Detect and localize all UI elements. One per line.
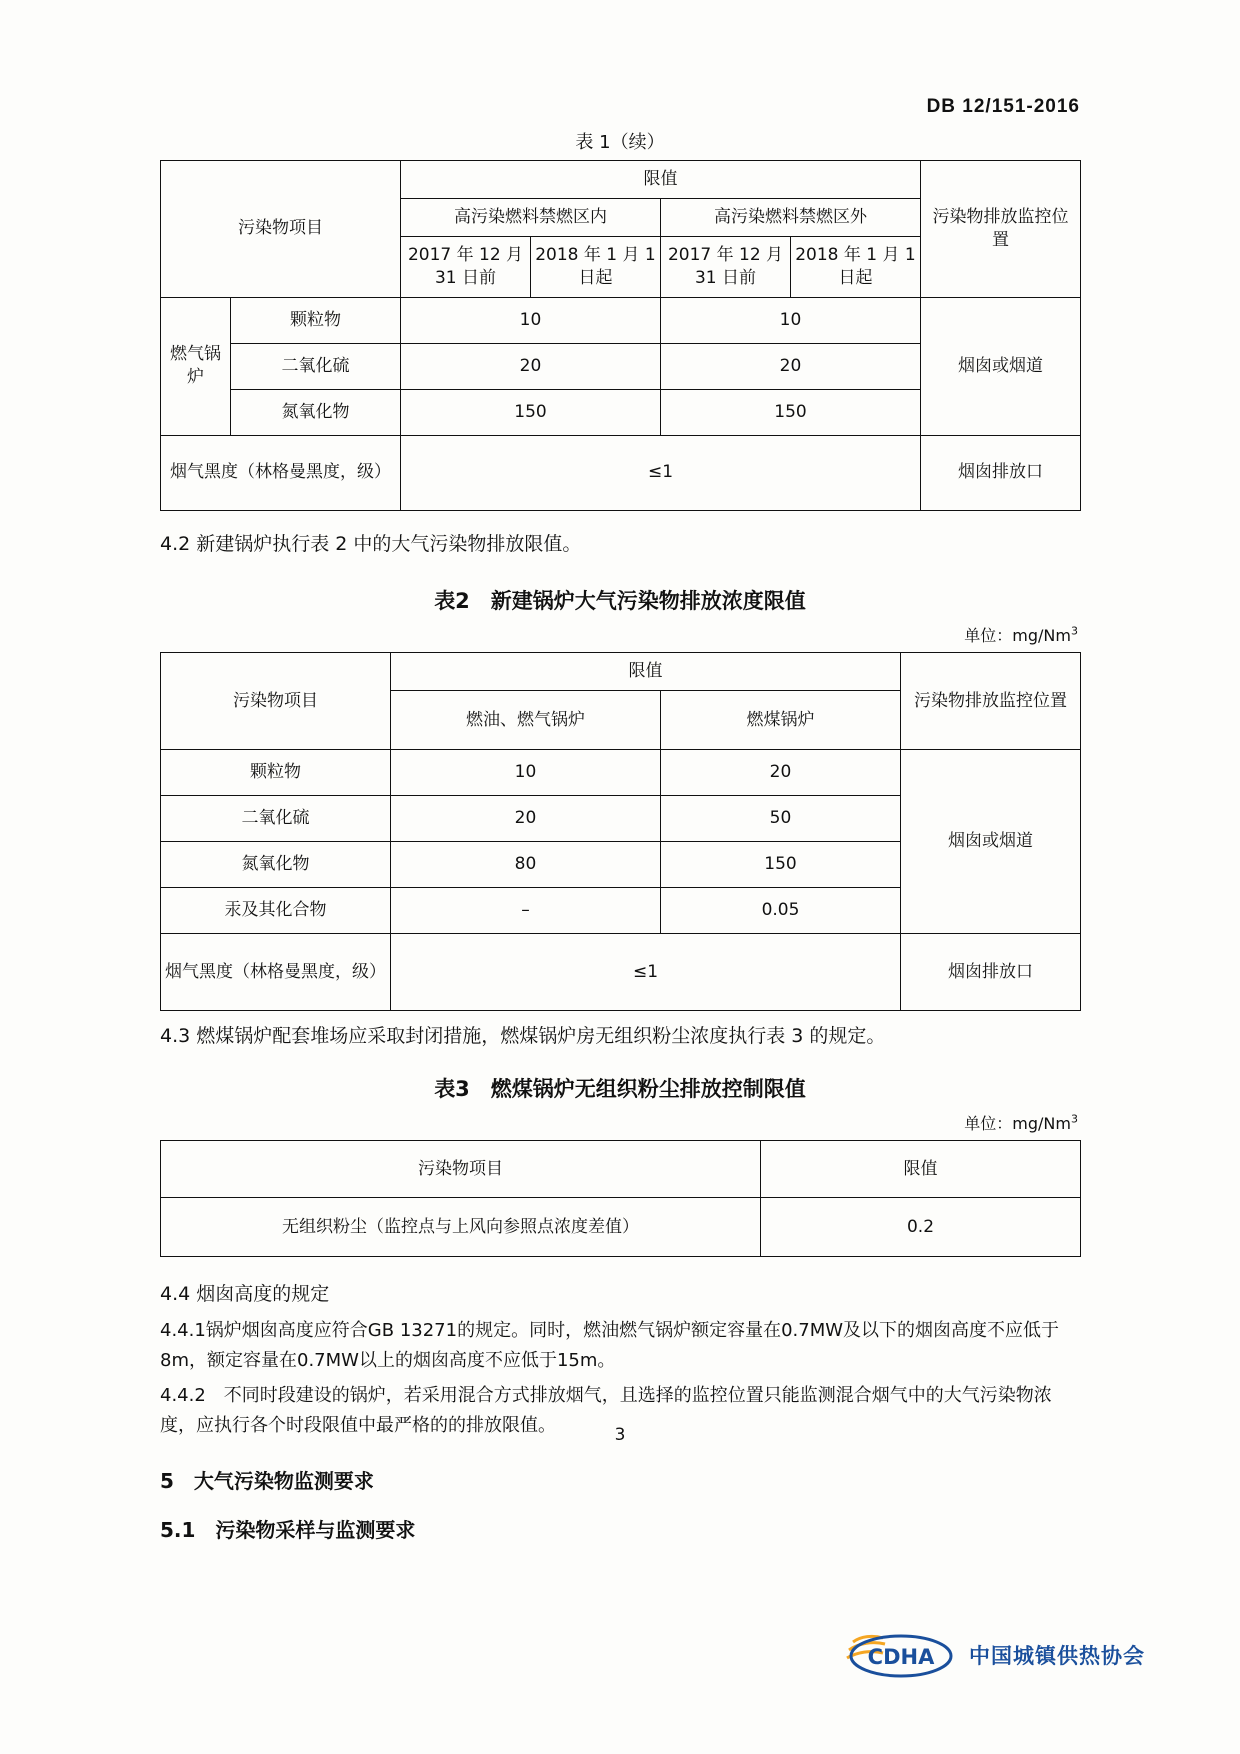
table2-monitor-position-main: 烟囱或烟道	[901, 750, 1081, 934]
table2-header-pollutant: 污染物项目	[161, 653, 391, 750]
table1-header-zone-out: 高污染燃料禁燃区外	[661, 198, 921, 236]
table-row	[161, 435, 1081, 510]
table3-header-pollutant: 污染物项目	[161, 1141, 761, 1198]
table-row	[161, 297, 1081, 343]
table2-header-col-oil-gas: 燃油、燃气锅炉	[391, 691, 661, 750]
table3-header-limit: 限值	[761, 1141, 1081, 1198]
clause-4-3	[160, 1021, 1080, 1051]
table3	[160, 1140, 1081, 1257]
table1-row0-out: 10	[661, 297, 921, 343]
table2-row1-item: 二氧化硫	[161, 796, 391, 842]
table2	[160, 652, 1081, 1011]
table2-header-col-coal: 燃煤锅炉	[661, 691, 901, 750]
table3-title: 表3 燃煤锅炉无组织粉尘排放控制限值	[434, 1077, 806, 1102]
table1-row2-out: 150	[661, 389, 921, 435]
table1-header-zone-in: 高污染燃料禁燃区内	[401, 198, 661, 236]
table2-smoke-monitor-position: 烟囱排放口	[901, 934, 1081, 1011]
standard-code-header: DB 12/151-2016	[926, 96, 1080, 117]
document-content	[160, 128, 1080, 1543]
clause-4-4-number: 4.4	[160, 1283, 191, 1306]
table2-row3-oil-gas: –	[391, 888, 661, 934]
table2-row0-coal: 20	[661, 750, 901, 796]
section-5-1-number: 5.1	[160, 1517, 196, 1542]
table2-smoke-value: ≤1	[391, 934, 901, 1011]
table2-row2-item: 氮氧化物	[161, 842, 391, 888]
clause-4-4-2-text: 4.4.2 不同时段建设的锅炉，若采用混合方式排放烟气，且选择的监控位置只能监测混合烟气中的大气污染物浓度，应执行各个时段限值中最严格的的排放限值。	[160, 1385, 1052, 1436]
table3-row-value: 0.2	[761, 1198, 1081, 1257]
table1-row2-item: 氮氧化物	[231, 389, 401, 435]
table1-row0-in: 10	[401, 297, 661, 343]
table1-header-date-before-in: 2017 年 12 月 31 日前	[401, 236, 531, 297]
table1-header-date-after-out: 2018 年 1 月 1 日起	[791, 236, 921, 297]
table1-row1-in: 20	[401, 343, 661, 389]
section-5-title: 大气污染物监测要求	[193, 1468, 374, 1493]
table3-unit-text: 单位：mg/Nm	[964, 1114, 1071, 1134]
section-5-number: 5	[160, 1468, 174, 1493]
table3-unit-sup: 3	[1071, 1113, 1078, 1127]
table1-row0-item: 颗粒物	[231, 297, 401, 343]
cdha-logo-icon	[839, 1626, 959, 1684]
table1-row1-item: 二氧化硫	[231, 343, 401, 389]
table1-header-date-after-in: 2018 年 1 月 1 日起	[531, 236, 661, 297]
table1-row1-out: 20	[661, 343, 921, 389]
organization-name: 中国城镇供热协会	[969, 1644, 1145, 1668]
table2-header-limit: 限值	[391, 653, 901, 691]
table1-monitor-position-boiler: 烟囱或烟道	[921, 297, 1081, 435]
table2-unit	[160, 623, 1080, 646]
clause-4-2-number: 4.2	[160, 532, 191, 555]
table-row	[161, 1141, 1081, 1198]
table1-header-monitor-position: 污染物排放监控位置	[921, 161, 1081, 298]
clause-4-3-number: 4.3	[160, 1025, 191, 1048]
table3-unit	[160, 1111, 1080, 1134]
table1-caption: 表 1（续）	[575, 132, 665, 153]
page-number: 3	[614, 1425, 626, 1445]
table2-row0-oil-gas: 10	[391, 750, 661, 796]
table1-header-pollutant: 污染物项目	[161, 161, 401, 298]
table1	[160, 160, 1081, 511]
section-5-1-heading	[160, 1514, 1080, 1543]
clause-4-4-heading	[160, 1279, 1080, 1309]
section-5-heading	[160, 1465, 1080, 1494]
table2-row1-coal: 50	[661, 796, 901, 842]
table2-row3-item: 汞及其化合物	[161, 888, 391, 934]
table-row	[161, 161, 1081, 199]
clause-4-3-text: 燃煤锅炉配套堆场应采取封闭措施，燃煤锅炉房无组织粉尘浓度执行表 3 的规定。	[196, 1025, 886, 1048]
table2-unit-text: 单位：mg/Nm	[964, 626, 1071, 646]
table2-row1-oil-gas: 20	[391, 796, 661, 842]
table2-smoke-item: 烟气黑度（林格曼黑度，级）	[161, 934, 391, 1011]
table1-row2-in: 150	[401, 389, 661, 435]
table1-group-label: 燃气锅炉	[161, 297, 231, 435]
table2-title: 表2 新建锅炉大气污染物排放浓度限值	[434, 589, 806, 614]
table2-header-monitor-position: 污染物排放监控位置	[901, 653, 1081, 750]
section-5-1-title: 污染物采样与监测要求	[215, 1517, 416, 1542]
table1-header-limit: 限值	[401, 161, 921, 199]
svg-text:CDHA: CDHA	[867, 1645, 935, 1669]
table1-header-date-before-out: 2017 年 12 月 31 日前	[661, 236, 791, 297]
clause-4-2	[160, 529, 1080, 559]
table2-row2-oil-gas: 80	[391, 842, 661, 888]
table2-row3-coal: 0.05	[661, 888, 901, 934]
table1-smoke-item: 烟气黑度（林格曼黑度，级）	[161, 435, 401, 510]
table-row	[161, 750, 1081, 796]
table3-row-item: 无组织粉尘（监控点与上风向参照点浓度差值）	[161, 1198, 761, 1257]
clause-4-4-title: 烟囱高度的规定	[196, 1283, 330, 1306]
table2-row2-coal: 150	[661, 842, 901, 888]
organization-logo	[839, 1626, 1145, 1684]
table2-row0-item: 颗粒物	[161, 750, 391, 796]
table-row	[161, 934, 1081, 1011]
table1-smoke-value: ≤1	[401, 435, 921, 510]
table1-smoke-monitor-position: 烟囱排放口	[921, 435, 1081, 510]
clause-4-4-1-text: 4.4.1锅炉烟囱高度应符合GB 13271的规定。同时，燃油燃气锅炉额定容量在0.7MW及以下的烟囱高度不应低于8m，额定容量在0.7MW以上的烟囱高度不应低于15m。	[160, 1319, 1060, 1371]
table-row	[161, 653, 1081, 691]
table-row	[161, 1198, 1081, 1257]
clause-4-2-text: 新建锅炉执行表 2 中的大气污染物排放限值。	[196, 532, 582, 555]
table2-unit-sup: 3	[1071, 624, 1078, 638]
